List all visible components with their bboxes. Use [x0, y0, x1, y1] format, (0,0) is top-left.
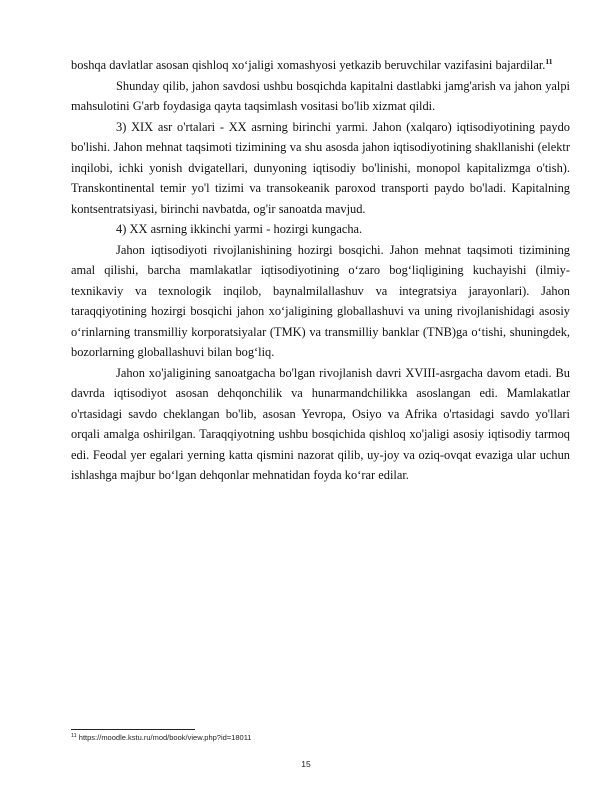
- footnote-divider: [71, 729, 195, 730]
- paragraph: Jahon xo'jaligining sanoatgacha bo'lgan rivojlanish davri XVIII-asrgacha davom etadi. Bu davrda iqtisodiyot asosan dehqonchilik va hunarmandchilikka asoslangan edi. Mamlakatlar o'rtasidagi savdo cheklangan bo'lib, asosan Yevropa, Osiyo va Afrika o'rtasidagi savdo yo'llari orqali amalga oshirilgan. Taraqqiyotning ushbu bosqichida qishloq xo'jaligi asosiy iqtisodiy tarmoq edi. Feodal yer egalari yerning katta qismini nazorat qilib, uy-joy va oziq-ovqat evaziga ular uchun ishlashga majbur bo‘lgan dehqonlar mehnatidan foyda ko‘rar edilar.: [71, 365, 570, 482]
- footnote-link[interactable]: https://moodle.kstu.ru/mod/book/view.php?id=18011: [76, 733, 252, 742]
- body-text: [71, 55, 570, 486]
- paragraph-text: boshqa davlatlar asosan qishloq xo‘jaligi xomashyosi yetkazib beruvchilar vazifasini bajardilar.: [71, 58, 546, 72]
- paragraph-continuation: [71, 55, 570, 76]
- footnote-reference[interactable]: 11: [545, 57, 553, 66]
- footnote-number: 11: [71, 733, 77, 739]
- paragraph: 3) XIX asr o'rtalari - XX asrning birinchi yarmi. Jahon (xalqaro) iqtisodiyotining paydo bo'lishi. Jahon mehnat taqsimoti tizimining va shu asosda jahon iqtisodiyotining shakllanishi (elektr inqilobi, ichki yonish dvigatellari, dunyoning iqtisodiy bo'linishi, monopol kapitalizmga o'tish). Transkontinental temir yo'l tizimi va transokeanik paroxod transporti paydo bo'ladi. Kapitalning kontsentratsiyasi, birinchi navbatda, og'ir sanoatda mavjud.: [71, 119, 570, 216]
- footnote: [71, 733, 570, 743]
- paragraph: Shunday qilib, jahon savdosi ushbu bosqichda kapitalni dastlabki jamg'arish va jahon yalpi mahsulotini G'arb foydasiga qayta taqsimlash vositasi bo'lib xizmat qildi.: [71, 78, 570, 113]
- page-number: 15: [301, 759, 311, 769]
- paragraph: Jahon iqtisodiyoti rivojlanishining hozirgi bosqichi. Jahon mehnat taqsimoti tizimining amal qilishi, barcha mamlakatlar iqtisodiyotining o‘zaro bog‘liqligining kuchayishi (ilmiy-texnikaviy va texnologik inqilob, baynalmilallashuv va integratsiya jarayonlari). Jahon taraqqiyotining hozirgi bosqichi jahon xo‘jaligining globallashuvi va uning rivojlanishidagi asosiy o‘rinlarning transmilliy korporatsiyalar (TMK) va transmilliy banklar (TNB)ga o‘tishi, shuningdek, bozorlarning globallashuvi bilan bog‘liq.: [71, 242, 570, 359]
- paragraph: 4) XX asrning ikkinchi yarmi - hozirgi kungacha.: [116, 222, 363, 236]
